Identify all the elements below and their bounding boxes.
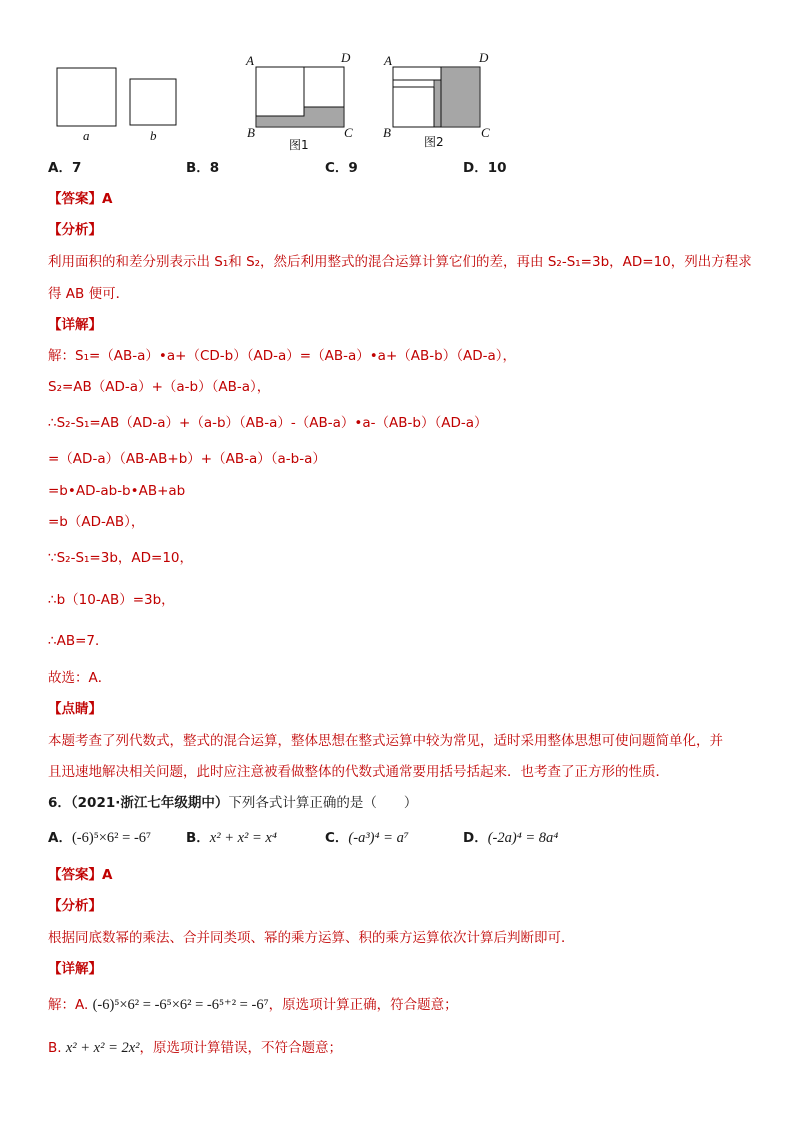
q5-option-b: B．8 bbox=[186, 160, 220, 176]
q6-solution-a: 解：A. (-6)⁵×6² = -6⁵×6² = -6⁵⁺² = -6⁷，原选项计算正确，符合题意； bbox=[48, 997, 458, 1013]
q5-comment-line1: 本题考查了列代数式，整式的混合运算，整体思想在整式运算中较为常见，适时采用整体思想可使问题简单化，并 bbox=[48, 733, 723, 749]
q6-option-c-math: (-a³)⁴ = a⁷ bbox=[348, 830, 409, 846]
q5-step-10: 故选：A． bbox=[48, 670, 112, 686]
square-a bbox=[57, 68, 116, 126]
q5-step-3: ∴S₂-S₁=AB（AD-a）+（a-b）（AB-a）-（AB-a）•a-（AB-b）（AD-a） bbox=[48, 415, 488, 431]
q6-option-a: A．(-6)⁵×6² = -6⁷ bbox=[48, 830, 152, 846]
q6-solution-b: B. x² + x² = 2x²，原选项计算错误，不符合题意； bbox=[48, 1040, 343, 1056]
fig2-caption: 图2 bbox=[424, 135, 444, 149]
svg-text:C: C bbox=[481, 125, 490, 140]
q5-option-d: D．10 bbox=[463, 160, 507, 176]
q6-analysis: 根据同底数幂的乘法、合并同类项、幂的乘方运算、积的乘方运算依次计算后判断即可． bbox=[48, 930, 575, 946]
q5-analysis-tag: 【分析】 bbox=[48, 222, 102, 238]
q5-comment-line2: 且迅速地解决相关问题，此时应注意被看做整体的代数式通常要用括号括起来．也考查了正方形的性质． bbox=[48, 764, 669, 780]
q5-step-8: ∴b（10-AB）=3b， bbox=[48, 592, 175, 608]
svg-text:D: D bbox=[341, 50, 351, 65]
figure-1 bbox=[245, 50, 353, 152]
q6-answer: A bbox=[102, 867, 113, 883]
svg-text:B: B bbox=[383, 125, 391, 140]
q6-analysis-tag: 【分析】 bbox=[48, 898, 102, 914]
q5-option-c: C．9 bbox=[325, 160, 358, 176]
q5-comment-tag: 【点睛】 bbox=[48, 701, 102, 717]
figure-2 bbox=[383, 50, 490, 149]
q5-step-5: =b•AD-ab-b•AB+ab bbox=[48, 483, 186, 499]
q6-stem: 下列各式计算正确的是（ ） bbox=[228, 795, 418, 811]
svg-text:A: A bbox=[246, 53, 254, 68]
q6-solution-b-math: x² + x² = 2x² bbox=[65, 1040, 140, 1056]
q6-source: （2021·浙江七年级期中） bbox=[70, 795, 229, 811]
q6-stem-line bbox=[48, 794, 417, 812]
q5-analysis-line2: 得 AB 便可． bbox=[48, 286, 130, 302]
fig1-shaded-region bbox=[256, 107, 344, 127]
square-b-label: b bbox=[150, 128, 157, 143]
q5-detail-tag: 【详解】 bbox=[48, 317, 102, 333]
q5-answer-tag: 【答案】 bbox=[48, 191, 102, 207]
q6-answer-tag: 【答案】 bbox=[48, 867, 102, 883]
q6-number: 6． bbox=[48, 795, 71, 811]
q5-step-1: 解：S₁=（AB-a）•a+（CD-b）（AD-a）=（AB-a）•a+（AB-b）（AD-a）， bbox=[48, 348, 516, 364]
q6-detail-tag: 【详解】 bbox=[48, 961, 102, 977]
svg-text:D: D bbox=[479, 50, 489, 65]
q6-answer-line bbox=[48, 866, 112, 884]
q6-option-b-math: x² + x² = x⁴ bbox=[209, 830, 277, 846]
svg-text:A: A bbox=[384, 53, 392, 68]
q6-solution-a-math: (-6)⁵×6² = -6⁵×6² = -6⁵⁺² = -6⁷ bbox=[92, 997, 269, 1013]
fig1-caption: 图1 bbox=[289, 138, 309, 152]
q5-option-a: A．7 bbox=[48, 160, 82, 176]
q5-answer-line bbox=[48, 190, 112, 208]
q5-analysis-line1: 利用面积的和差分别表示出 S₁和 S₂，然后利用整式的混合运算计算它们的差，再由 S₂-S₁=3b，AD=10，列出方程求 bbox=[48, 254, 752, 270]
q5-step-4: =（AD-a）（AB-AB+b）+（AB-a）（a-b-a） bbox=[48, 451, 326, 467]
square-b bbox=[130, 79, 176, 125]
svg-text:B: B bbox=[247, 125, 255, 140]
q5-step-2: S₂=AB（AD-a）+（a-b）（AB-a）， bbox=[48, 379, 271, 395]
q5-answer: A bbox=[102, 191, 113, 207]
q6-option-b: B．x² + x² = x⁴ bbox=[186, 830, 277, 846]
q5-step-9: ∴AB=7． bbox=[48, 633, 109, 649]
q6-option-c: C．(-a³)⁴ = a⁷ bbox=[325, 830, 409, 846]
q6-option-d: D．(-2a)⁴ = 8a⁴ bbox=[463, 830, 559, 846]
figures-strip bbox=[0, 40, 794, 160]
q6-option-d-math: (-2a)⁴ = 8a⁴ bbox=[487, 830, 559, 846]
square-a-label: a bbox=[83, 128, 90, 143]
svg-text:C: C bbox=[344, 125, 353, 140]
q6-option-a-math: (-6)⁵×6² = -6⁷ bbox=[71, 830, 152, 846]
q5-step-7: ∵S₂-S₁=3b，AD=10， bbox=[48, 550, 194, 566]
q5-step-6: =b（AD-AB）， bbox=[48, 514, 145, 530]
